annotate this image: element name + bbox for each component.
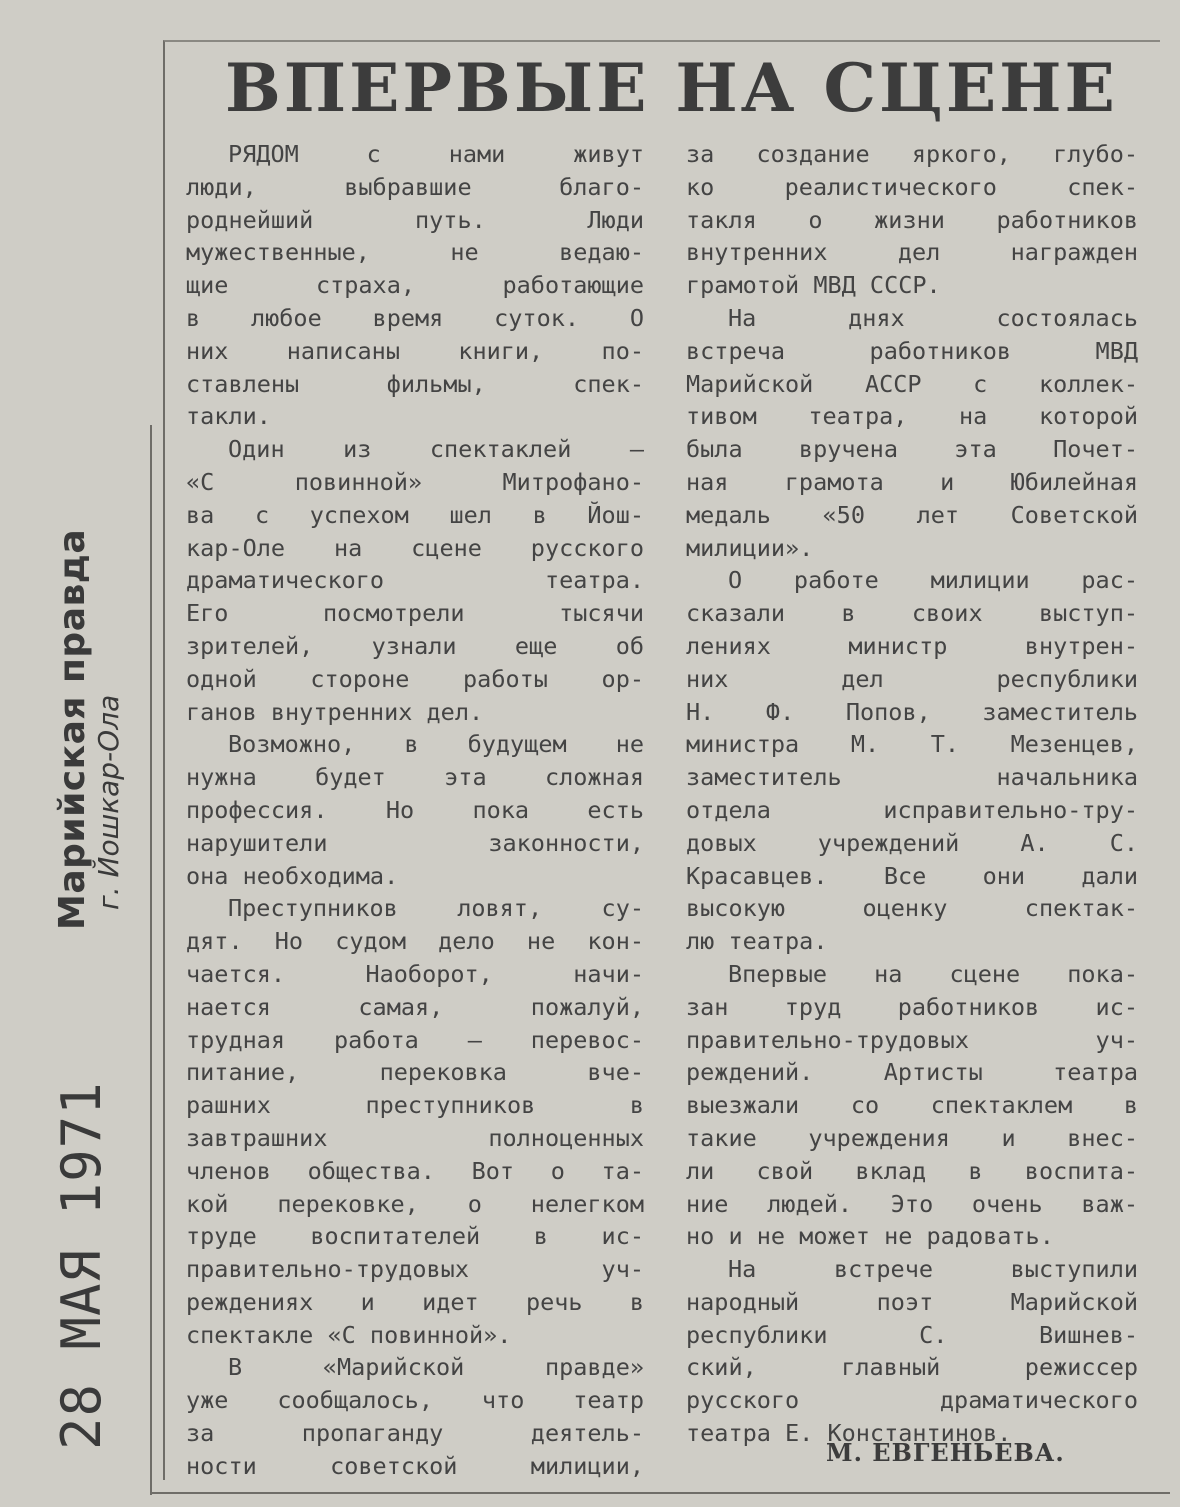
article-line: спектакле «С повинной».: [186, 1320, 512, 1349]
article-line: На днях состоялась: [728, 303, 1138, 332]
article-line: грамотой МВД СССР.: [686, 271, 941, 300]
article-line: такля о жизни работников: [686, 205, 1138, 234]
article-line: Преступников ловят, су-: [228, 894, 644, 923]
article-line: О работе милиции рас-: [728, 566, 1138, 595]
article-line: Марийской АССР с коллек-: [686, 369, 1138, 398]
article-line: зрителей, узнали еще об: [186, 631, 644, 660]
article-line: ставлены фильмы, спек-: [186, 369, 644, 398]
article-line: РЯДОМ с нами живут: [228, 140, 644, 168]
article-line: республики С. Вишнев-: [686, 1320, 1138, 1349]
article-line: них написаны книги, по-: [186, 336, 644, 365]
article-line: внутренних дел награжден: [686, 238, 1138, 267]
article-line: министра М. Т. Мезенцев,: [686, 730, 1138, 759]
stamp-city: г. Йошкар-Ола: [92, 694, 125, 910]
article-line: трудная работа — перевос-: [186, 1025, 644, 1054]
article-line: Возможно, в будущем не: [228, 730, 644, 759]
article-line: была вручена эта Почет-: [686, 435, 1138, 464]
article-line: членов общества. Вот о та-: [186, 1156, 644, 1185]
article-line: Н. Ф. Попов, заместитель: [686, 697, 1138, 726]
article-column-left: [186, 138, 644, 1483]
article-line: Его посмотрели тысячи: [186, 599, 644, 628]
article-line: нается самая, пожалуй,: [186, 992, 644, 1021]
clipping-bottom-edge: [150, 1492, 1170, 1494]
article-line: Впервые на сцене пока-: [728, 959, 1138, 988]
article-line: выезжали со спектаклем в: [686, 1091, 1138, 1120]
clipping-edge: [150, 425, 152, 1495]
article-line: дят. Но судом дело не кон-: [186, 927, 644, 956]
article-line: щие страха, работающие: [186, 271, 644, 300]
article-line: медаль «50 лет Советской: [686, 500, 1138, 529]
article-headline: ВПЕРВЫЕ НА СЦЕНЕ: [225, 49, 1118, 127]
article-line: довых учреждений А. С.: [686, 828, 1138, 857]
article-line: В «Марийской правде»: [228, 1353, 644, 1382]
article-line: милиции».: [686, 533, 814, 562]
article-line: ности советской милиции,: [186, 1451, 644, 1480]
article-line: драматического театра.: [186, 566, 644, 595]
article-line: такли.: [186, 402, 271, 431]
article-line: завтрашних полноценных: [186, 1123, 644, 1152]
article-line: ние людей. Это очень важ-: [686, 1189, 1138, 1218]
article-line: отдела исправительно-тру-: [686, 795, 1138, 824]
article-line: роднейший путь. Люди: [186, 205, 644, 234]
article-line: Один из спектаклей —: [228, 435, 644, 464]
article-line: ли свой вклад в воспита-: [686, 1156, 1138, 1185]
article-line: лениях министр внутрен-: [686, 631, 1138, 660]
article-line: чается. Наоборот, начи-: [186, 959, 644, 988]
article-column-right: [686, 138, 1138, 1450]
article-line: сказали в своих выступ-: [686, 599, 1138, 628]
article-line: нарушители законности,: [186, 828, 644, 857]
article-line: профессия. Но пока есть: [186, 795, 644, 824]
article-line: На встрече выступили: [728, 1255, 1138, 1284]
article-line: питание, перековка вче-: [186, 1058, 644, 1087]
article-line: ский, главный режиссер: [686, 1353, 1138, 1382]
article-line: тивом театра, на которой: [686, 402, 1138, 431]
article-line: кой перековке, о нелегком: [186, 1189, 644, 1218]
article-line: зан труд работников ис-: [686, 992, 1138, 1021]
article-line: народный поэт Марийской: [686, 1287, 1138, 1316]
article-line: ва с успехом шел в Йош-: [186, 500, 644, 529]
article-line: люди, выбравшие благо-: [186, 172, 644, 201]
article-line: но и не может не радовать.: [686, 1222, 1054, 1251]
article-line: Красавцев. Все они дали: [686, 861, 1138, 890]
article-line: одной стороне работы ор-: [186, 664, 644, 693]
article-line: русского драматического: [686, 1386, 1138, 1415]
article-line: высокую оценку спектак-: [686, 894, 1138, 923]
article-line: «С повинной» Митрофано-: [186, 467, 644, 496]
article-line: кар-Оле на сцене русского: [186, 533, 644, 562]
article-line: встреча работников МВД: [686, 336, 1138, 365]
article-line: театра Е. Константинов.: [686, 1419, 1012, 1448]
article-line: реждений. Артисты театра: [686, 1058, 1138, 1087]
article-line: ная грамота и Юбилейная: [686, 467, 1138, 496]
article-line: за пропаганду деятель-: [186, 1419, 644, 1448]
article-line: рашних преступников в: [186, 1091, 644, 1120]
article-line: мужественные, не ведаю-: [186, 238, 644, 267]
article-line: них дел республики: [686, 664, 1138, 693]
article-line: реждениях и идет речь в: [186, 1287, 644, 1316]
article-line: в любое время суток. О: [186, 303, 644, 332]
article-line: ганов внутренних дел.: [186, 697, 484, 726]
article-line: уже сообщалось, что театр: [186, 1386, 644, 1415]
article-line: правительно-трудовых уч-: [186, 1255, 644, 1284]
article-line: за создание яркого, глубо-: [686, 140, 1138, 168]
article-line: нужна будет эта сложная: [186, 763, 644, 792]
article-line: такие учреждения и внес-: [686, 1123, 1138, 1152]
article-line: правительно-трудовых уч-: [686, 1025, 1138, 1054]
article-line: лю театра.: [686, 927, 828, 956]
stamp-newspaper-name: Марийская правда: [52, 528, 93, 930]
stamp-date: 28 МАЯ 1971: [50, 1081, 113, 1450]
article-line: ко реалистического спек-: [686, 172, 1138, 201]
article-line: труде воспитателей в ис-: [186, 1222, 644, 1251]
article-signature: М. ЕВГЕНЬЕВА.: [826, 1438, 1065, 1467]
article-line: она необходима.: [186, 861, 399, 890]
article-line: заместитель начальника: [686, 763, 1138, 792]
